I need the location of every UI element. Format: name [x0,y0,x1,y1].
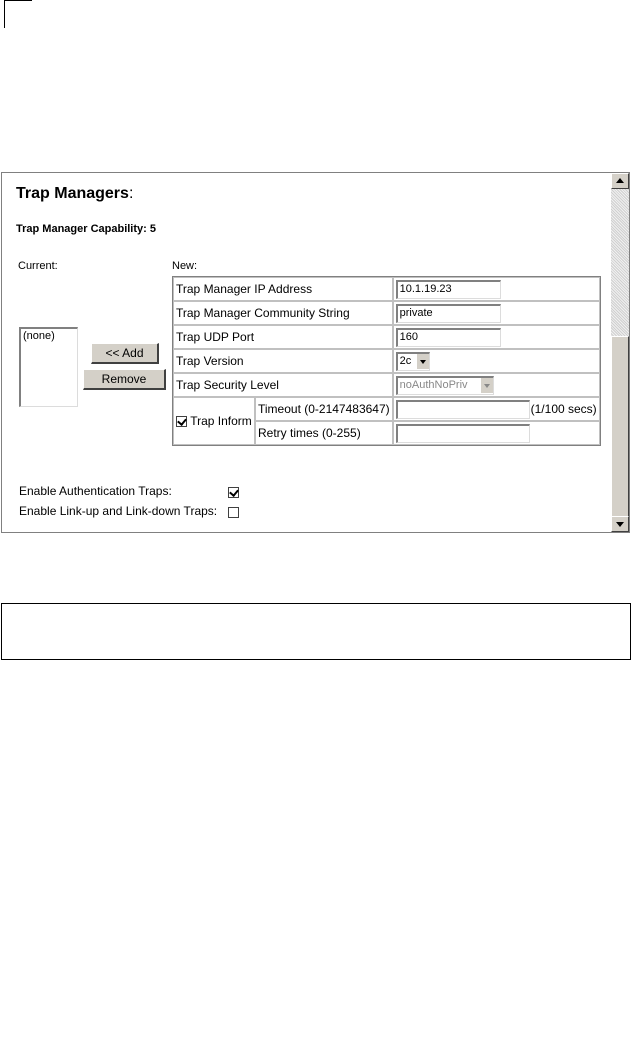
current-managers-list[interactable] [19,327,78,407]
current-label: Current: [18,260,58,272]
trap-inform-label: Trap Inform [190,414,252,429]
ip-address-label: Trap Manager IP Address [173,277,393,301]
community-string-label: Trap Manager Community String [173,301,393,325]
table-row [173,325,600,349]
timeout-unit: (1/100 secs) [530,402,597,416]
ip-address-input[interactable]: 10.1.19.23 [396,280,501,299]
trap-version-cell [393,349,600,373]
link-traps-label: Enable Link-up and Link-down Traps: [19,504,218,518]
trap-inform-checkbox[interactable] [176,416,187,427]
retry-times-cell [393,421,600,445]
security-level-label: Trap Security Level [173,373,393,397]
trap-version-label: Trap Version [173,349,393,373]
trap-inform-cell [173,397,255,445]
table-row [173,373,600,397]
security-level-cell [393,373,600,397]
empty-note-box [1,603,631,660]
trap-version-select[interactable] [396,352,430,371]
udp-port-cell [393,325,600,349]
auth-traps-label: Enable Authentication Traps: [19,484,172,498]
community-string-input[interactable]: private [396,304,501,323]
chevron-down-icon[interactable] [416,354,429,369]
new-label: New: [172,260,198,272]
list-item[interactable]: (none) [23,330,55,342]
add-button[interactable]: << Add [91,343,159,364]
vertical-scrollbar[interactable] [611,173,629,532]
trap-managers-frame [1,172,630,533]
scroll-up-icon[interactable] [611,173,629,189]
scroll-down-icon[interactable] [611,516,629,532]
security-level-select [396,376,494,395]
retry-times-input[interactable] [396,424,530,443]
table-row [173,349,600,373]
table-row [173,277,600,301]
community-string-cell [393,301,600,325]
retry-times-label: Retry times (0-255) [255,421,393,445]
timeout-label: Timeout (0-2147483647) [255,397,393,421]
page-title-colon: : [128,185,134,202]
frame-content [2,173,610,532]
trap-manager-capability: Trap Manager Capability: 5 [16,223,156,235]
trap-version-value: 2c [399,354,412,367]
link-traps-row [19,504,217,518]
link-traps-checkbox[interactable] [228,507,239,518]
table-row [173,397,600,421]
udp-port-label: Trap UDP Port [173,325,393,349]
remove-button[interactable]: Remove [83,369,166,390]
timeout-cell [393,397,600,421]
udp-port-input[interactable]: 160 [396,328,501,347]
crop-mark [4,0,32,28]
new-trap-manager-table [172,276,601,446]
security-level-value: noAuthNoPriv [399,378,468,391]
page-title-text: Trap Managers [16,185,129,202]
timeout-input[interactable] [396,400,530,419]
ip-address-cell [393,277,600,301]
table-row [173,301,600,325]
page-title [16,185,133,203]
scrollbar-thumb[interactable] [611,336,629,517]
auth-traps-checkbox[interactable] [228,487,239,498]
auth-traps-row [19,484,172,498]
chevron-down-icon [480,378,493,393]
